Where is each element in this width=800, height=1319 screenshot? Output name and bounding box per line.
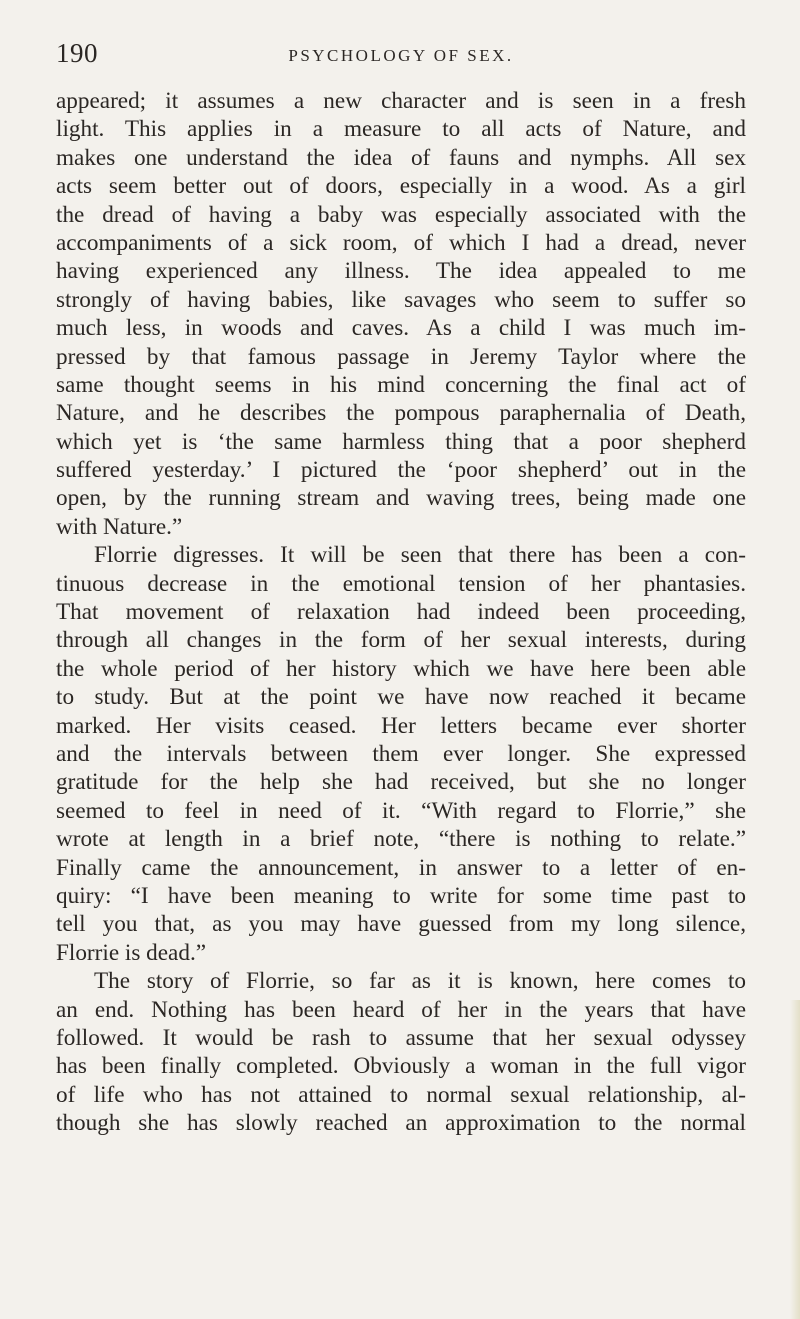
text-line: open, by the running stream and waving trees, being made one xyxy=(56,485,746,512)
text-line: the dread of having a baby was especially associated with the xyxy=(56,201,746,228)
text-line: has been finally completed. Obviously a woman in the full vigor xyxy=(56,1053,746,1080)
text-line: makes one understand the idea of fauns and nymphs. All sex xyxy=(56,144,746,171)
text-line: The story of Florrie, so far as it is known, here comes to xyxy=(94,968,746,995)
text-line: seemed to feel in need of it. “With regard to Florrie,” she xyxy=(56,797,746,824)
text-line: accompaniments of a sick room, of which I had a dread, never xyxy=(56,229,746,256)
page-edge-shading xyxy=(790,1000,800,1319)
text-line: Nature, and he describes the pompous paraphernalia of Death, xyxy=(56,400,746,427)
text-line: marked. Her visits ceased. Her letters became ever shorter xyxy=(56,712,746,739)
page-number: 190 xyxy=(56,38,98,68)
text-line: Finally came the announcement, in answer to a letter of en- xyxy=(56,854,746,881)
text-line: which yet is ‘the same harmless thing that a poor shepherd xyxy=(56,428,746,455)
text-line: with Nature.” xyxy=(56,513,183,540)
body-text xyxy=(56,87,746,1137)
text-line: followed. It would be rash to assume that her sexual odyssey xyxy=(56,1024,746,1051)
running-head: PSYCHOLOGY OF SEX. xyxy=(288,46,514,65)
text-line: the whole period of her history which we have here been able xyxy=(56,655,746,682)
text-line: light. This applies in a measure to all acts of Nature, and xyxy=(56,116,746,143)
text-line: though she has slowly reached an approximation to the normal xyxy=(56,1110,746,1137)
text-line: of life who has not attained to normal sexual relationship, al- xyxy=(56,1081,746,1108)
text-line: appeared; it assumes a new character and is seen in a fresh xyxy=(56,88,746,114)
text-line: strongly of having babies, like savages who seem to suffer so xyxy=(56,286,746,313)
text-line: pressed by that famous passage in Jeremy Taylor where the xyxy=(56,343,746,370)
text-line: having experienced any illness. The idea appealed to me xyxy=(56,258,746,285)
text-line: tinuous decrease in the emotional tension of her phantasies. xyxy=(56,570,746,597)
page-header xyxy=(56,38,746,78)
text-line: same thought seems in his mind concerning the final act of xyxy=(56,371,746,398)
text-line: wrote at length in a brief note, “there is nothing to relate.” xyxy=(56,826,746,853)
text-line: to study. But at the point we have now reached it became xyxy=(56,684,746,711)
text-line: suffered yesterday.’ I pictured the ‘poor shepherd’ out in the xyxy=(56,457,746,484)
text-line: gratitude for the help she had received, but she no longer xyxy=(56,769,746,796)
text-line: quiry: “I have been meaning to write for some time past to xyxy=(56,882,746,909)
text-line: Florrie is dead.” xyxy=(56,939,207,966)
text-line: tell you that, as you may have guessed from my long silence, xyxy=(56,911,746,938)
text-line: That movement of relaxation had indeed been proceeding, xyxy=(56,599,746,626)
text-line: through all changes in the form of her sexual interests, during xyxy=(56,627,746,654)
text-line: Florrie digresses. It will be seen that there has been a con- xyxy=(94,542,746,569)
text-line: much less, in woods and caves. As a child I was much im- xyxy=(56,315,746,342)
text-line: and the intervals between them ever longer. She expressed xyxy=(56,740,746,767)
text-line: acts seem better out of doors, especially in a wood. As a girl xyxy=(56,173,746,200)
text-line: an end. Nothing has been heard of her in the years that have xyxy=(56,996,746,1023)
